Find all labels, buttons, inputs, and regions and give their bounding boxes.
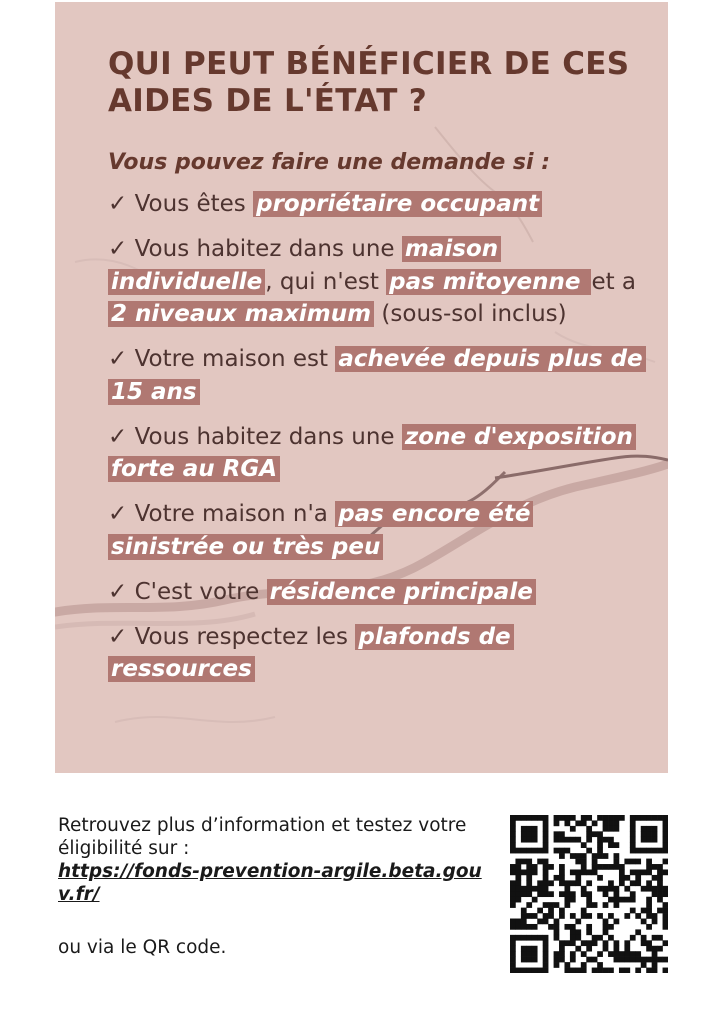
page-title: QUI PEUT BÉNÉFICIER DE CES AIDES DE L'ÉTAT ? (108, 46, 630, 119)
condition-text: Votre maison n'a (127, 501, 336, 527)
footer (58, 814, 498, 959)
check-icon: ✓ (108, 501, 128, 527)
condition-highlight: pas mitoyenne (386, 269, 591, 295)
eligibility-link[interactable]: https://fonds-prevention-argile.beta.gouv.fr/ (58, 861, 482, 905)
condition-highlight: plafonds de ressources (108, 624, 514, 683)
condition-text: , qui n'est (265, 268, 387, 295)
check-icon: ✓ (108, 423, 128, 450)
condition-text: Vous habitez dans une (127, 236, 402, 262)
check-icon: ✓ (108, 623, 128, 650)
condition-item (108, 621, 648, 686)
intro-text: Vous pouvez faire une demande si : (108, 150, 551, 175)
condition-highlight: achevée depuis plus de 15 ans (108, 346, 646, 405)
condition-highlight: zone d'exposition forte au RGA (108, 424, 636, 483)
qr-code-icon[interactable] (510, 815, 668, 973)
check-icon: ✓ (108, 191, 128, 217)
conditions-list (108, 188, 648, 686)
check-icon: ✓ (108, 578, 128, 605)
condition-highlight: maison individuelle (108, 236, 501, 295)
condition-item (108, 576, 648, 609)
check-icon: ✓ (108, 346, 128, 372)
condition-text: Votre maison est (127, 346, 336, 372)
condition-highlight: résidence principale (267, 579, 536, 605)
condition-text: (sous-sol inclus) (374, 301, 567, 327)
check-icon: ✓ (108, 236, 128, 262)
condition-text: C'est votre (127, 578, 267, 605)
condition-item (108, 188, 648, 221)
condition-text: Vous êtes (127, 191, 254, 217)
condition-highlight: 2 niveaux maximum (108, 301, 374, 327)
condition-text: Vous respectez les (127, 623, 356, 650)
condition-highlight: pas encore été sinistrée ou très peu (108, 501, 533, 560)
condition-highlight: propriétaire occupant (253, 191, 542, 217)
condition-item (108, 498, 648, 563)
condition-item (108, 343, 648, 408)
qr-note: ou via le QR code. (58, 937, 227, 958)
card-content (108, 46, 648, 698)
footer-text: Retrouvez plus d’information et testez votre éligibilité sur : (58, 815, 467, 859)
condition-item (108, 233, 648, 331)
condition-text: et a (591, 268, 637, 295)
info-card (55, 2, 668, 773)
condition-text: Vous habitez dans une (127, 423, 402, 450)
condition-item (108, 421, 648, 486)
